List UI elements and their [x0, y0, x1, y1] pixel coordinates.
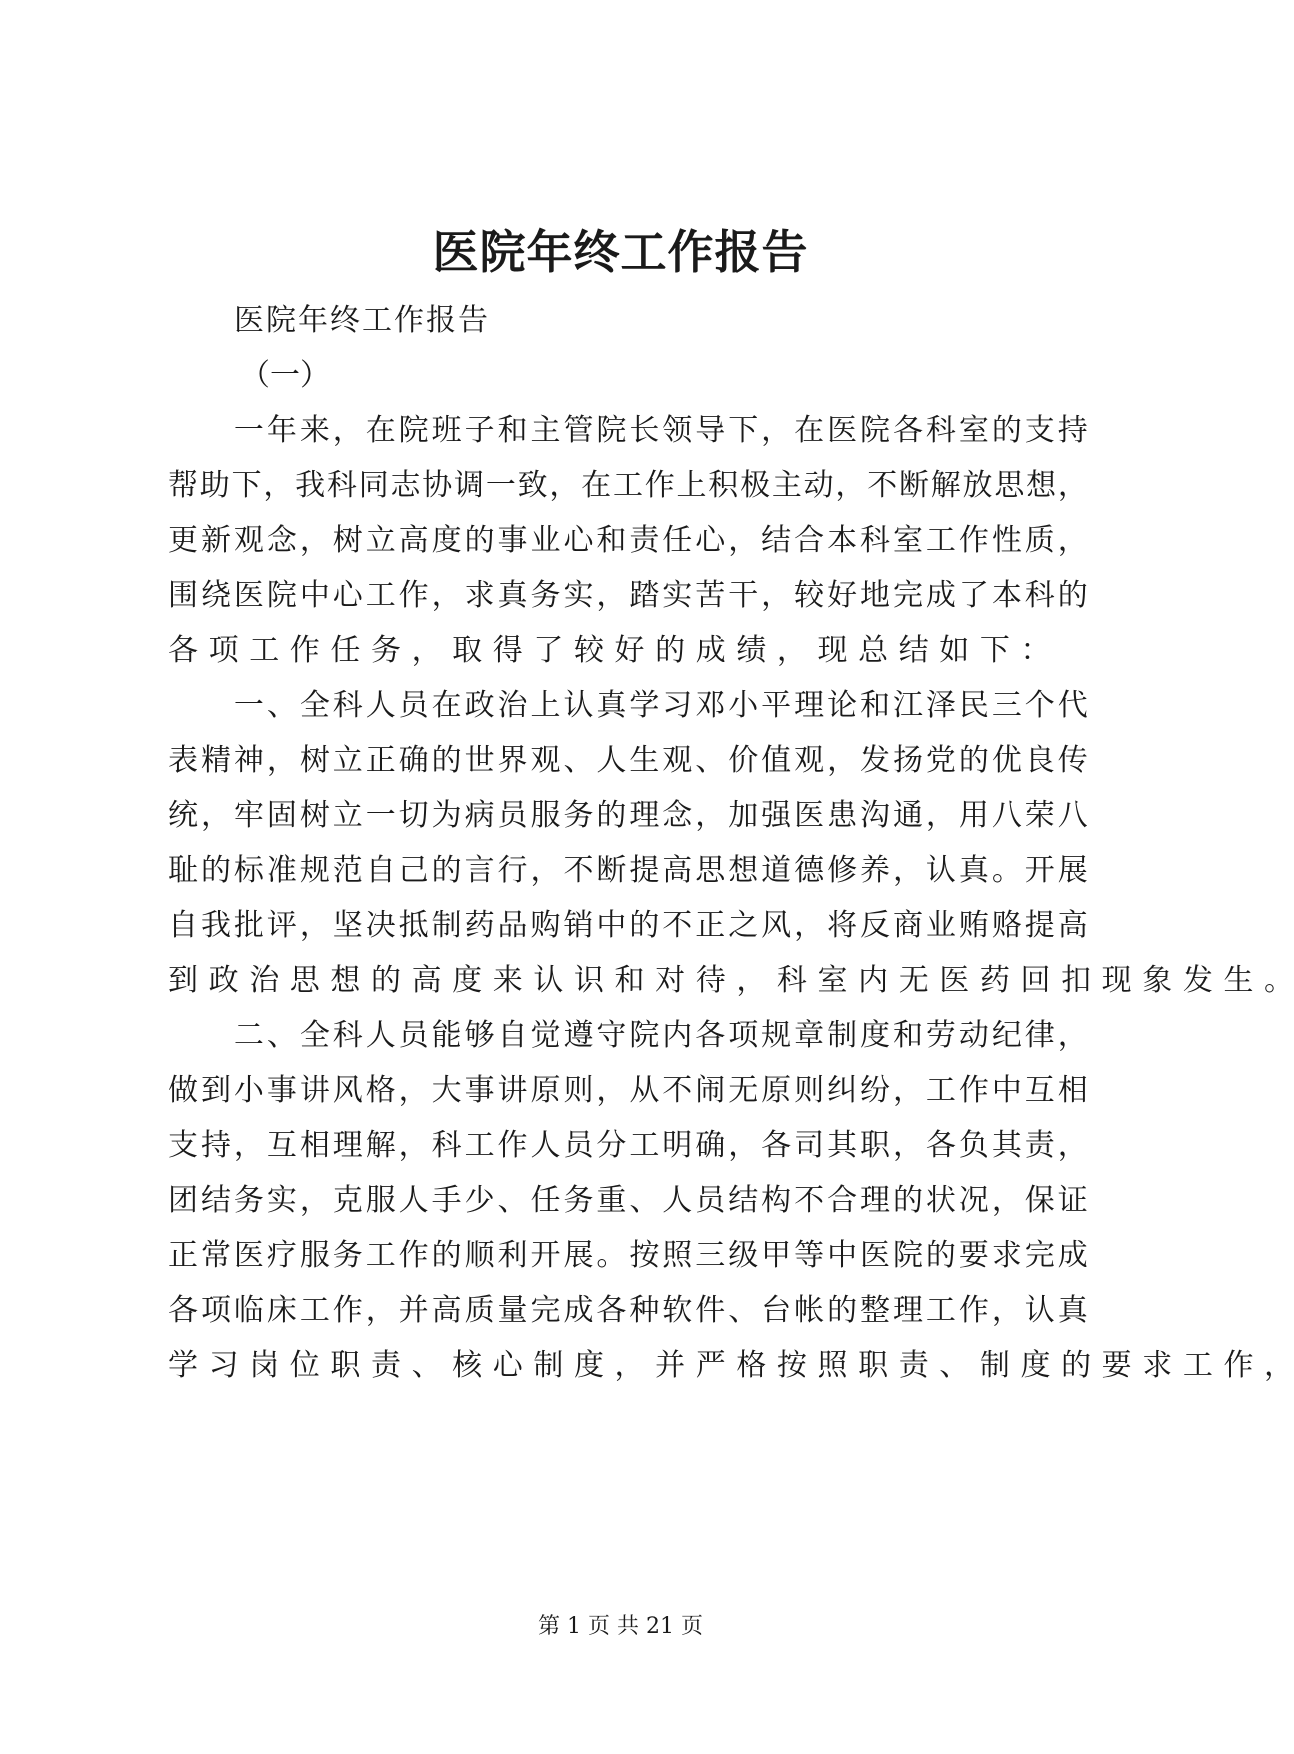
text-line: 二 、 全 科 人 员 能 够 自 觉 遵 守 院 内 各 项 规 章 制 度 和 劳 动 纪 律 ，: [233, 1018, 1088, 1053]
text-line: 自 我 批 评 ， 坚 决 抵 制 药 品 购 销 中 的 不 正 之 风 ， 将 反 商 业 贿 赂 提 高: [168, 908, 1088, 943]
text-line: 支 持 ， 互 相 理 解 ， 科 工 作 人 员 分 工 明 确 ， 各 司 其 职 ， 各 负 其 责 ，: [168, 1128, 1088, 1163]
text-line: 一 年 来 ， 在 院 班 子 和 主 管 院 长 领 导 下 ， 在 医 院 各 科 室 的 支 持: [233, 413, 1088, 448]
text-line: 一 、 全 科 人 员 在 政 治 上 认 真 学 习 邓 小 平 理 论 和 江 泽 民 三 个 代: [233, 688, 1088, 723]
text-line: 表 精 神 ， 树 立 正 确 的 世 界 观 、 人 生 观 、 价 值 观 ， 发 扬 党 的 优 良 传: [168, 743, 1088, 778]
paragraph: [168, 678, 1294, 1008]
text-line: 学 习 岗 位 职 责 、 核 心 制 度 ， 并 严 格 按 照 职 责 、 制 度 的 要 求 工 作 ，: [168, 1348, 1294, 1383]
paragraph: [168, 403, 1088, 678]
document-body: [168, 293, 1294, 1393]
text-line: 正 常 医 疗 服 务 工 作 的 顺 利 开 展 。 按 照 三 级 甲 等 中 医 院 的 要 求 完 成: [168, 1238, 1088, 1273]
section-marker: （一）: [240, 358, 330, 393]
text-line: 到 政 治 思 想 的 高 度 来 认 识 和 对 待 ， 科 室 内 无 医 药 回 扣 现 象 发 生 。: [168, 963, 1294, 998]
document-title: 医院年终工作报告: [432, 225, 809, 279]
text-line: 团 结 务 实 ， 克 服 人 手 少 、 任 务 重 、 人 员 结 构 不 合 理 的 状 况 ， 保 证: [168, 1183, 1088, 1218]
text-line: 帮 助 下 ， 我 科 同 志 协 调 一 致 ， 在 工 作 上 积 极 主 动 ， 不 断 解 放 思 想 ，: [168, 468, 1088, 503]
paragraph: [168, 1008, 1294, 1393]
text-line: 统 ， 牢 固 树 立 一 切 为 病 员 服 务 的 理 念 ， 加 强 医 患 沟 通 ， 用 八 荣 八: [168, 798, 1088, 833]
text-line: 围 绕 医 院 中 心 工 作 ， 求 真 务 实 ， 踏 实 苦 干 ， 较 好 地 完 成 了 本 科 的: [168, 578, 1088, 613]
page-footer: 第 1 页 共 21 页: [538, 1614, 703, 1639]
text-line: 各 项 工 作 任 务 ， 取 得 了 较 好 的 成 绩 ， 现 总 结 如 下 ：: [168, 633, 1051, 668]
text-line: 更 新 观 念 ， 树 立 高 度 的 事 业 心 和 责 任 心 ， 结 合 本 科 室 工 作 性 质 ，: [168, 523, 1088, 558]
text-line: 各 项 临 床 工 作 ， 并 高 质 量 完 成 各 种 软 件 、 台 帐 的 整 理 工 作 ， 认 真: [168, 1293, 1088, 1328]
text-line: 耻 的 标 准 规 范 自 己 的 言 行 ， 不 断 提 高 思 想 道 德 修 养 ， 认 真 。 开 展: [168, 853, 1088, 888]
document-subtitle: 医院年终工作报告: [234, 303, 490, 338]
text-line: 做 到 小 事 讲 风 格 ， 大 事 讲 原 则 ， 从 不 闹 无 原 则 纠 纷 ， 工 作 中 互 相: [168, 1073, 1088, 1108]
